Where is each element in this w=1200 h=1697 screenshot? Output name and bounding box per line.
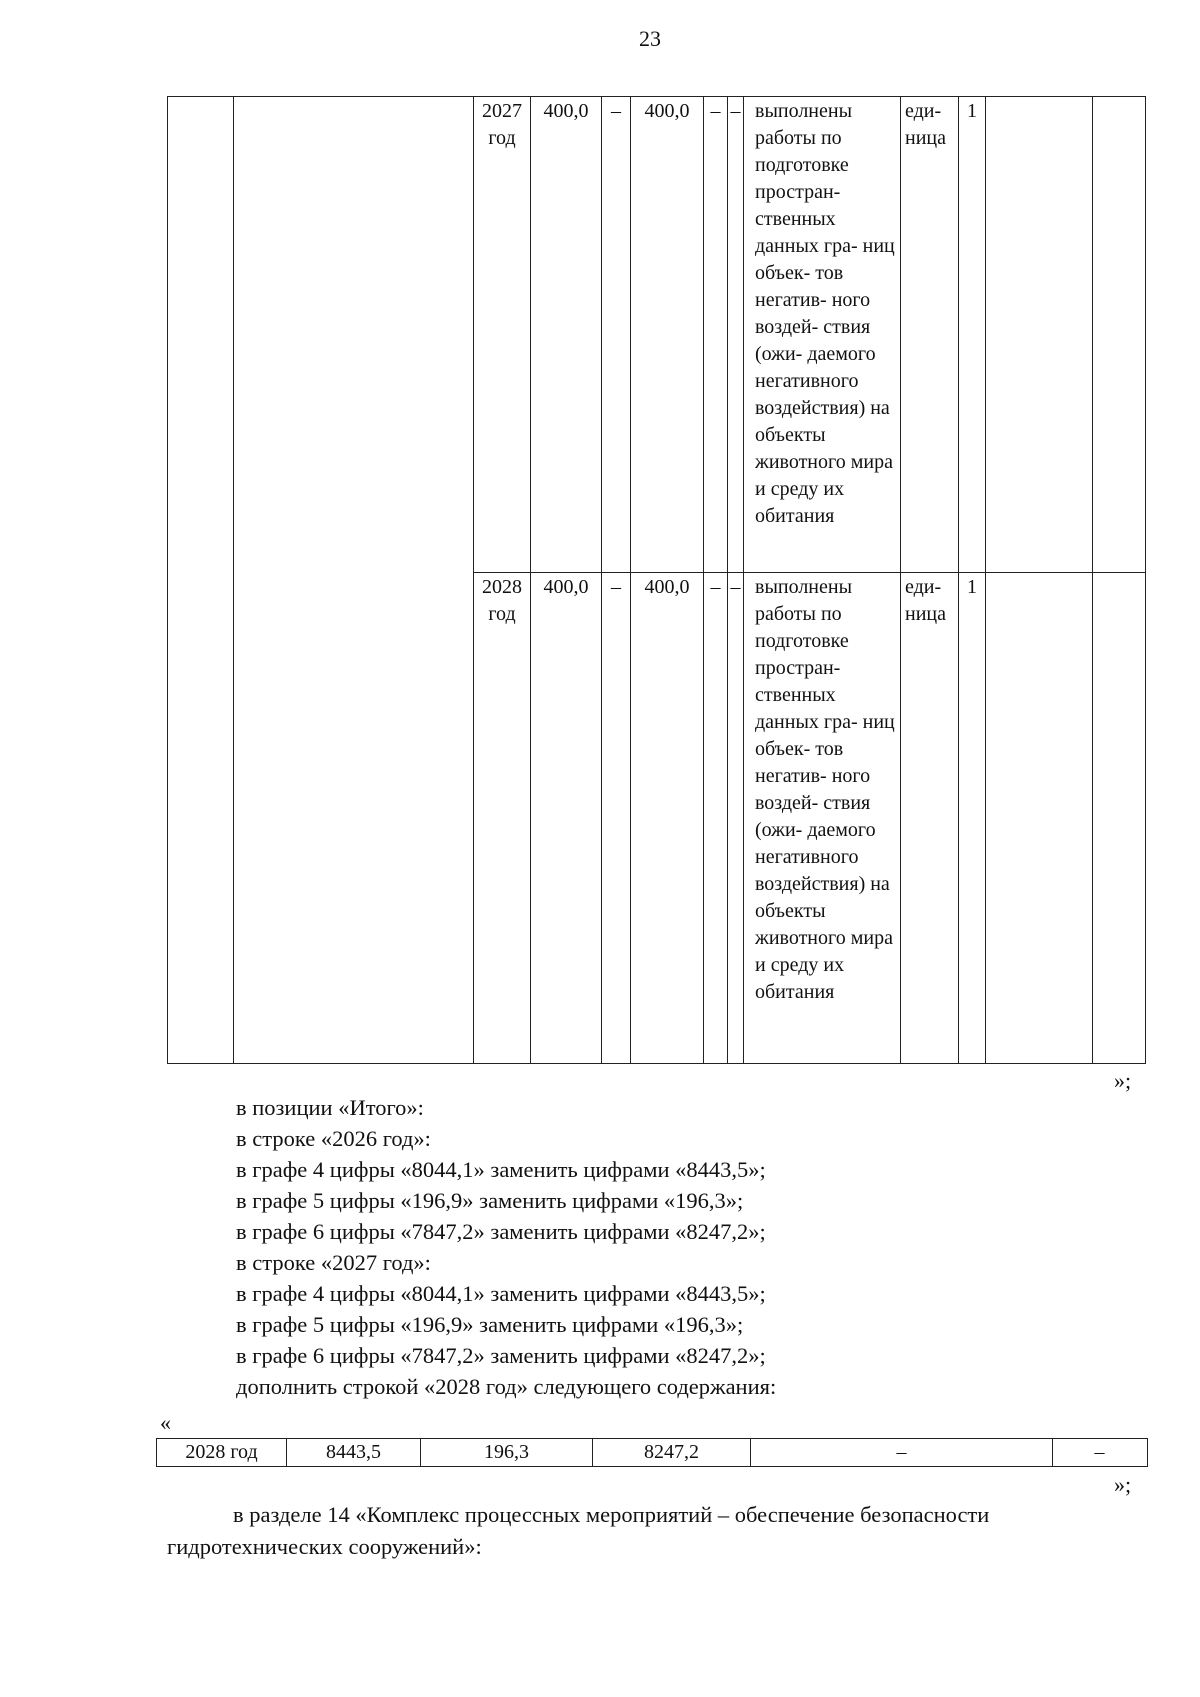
dash-cell: –	[730, 100, 741, 122]
instruction-line: в строке «2026 год»:	[236, 1126, 431, 1151]
unit-cell: еди- ница	[905, 576, 946, 625]
instruction-line: в графе 4 цифры «8044,1» заменить цифрами «8443,5»;	[236, 1281, 766, 1306]
column-line	[1092, 96, 1093, 1064]
value-cell: 1	[967, 100, 977, 122]
new-row-col6: –	[1094, 1441, 1105, 1463]
dash-cell: –	[611, 576, 621, 598]
dash-cell: –	[710, 576, 721, 598]
open-quote: «	[160, 1410, 171, 1435]
program-table	[167, 96, 1146, 1064]
value-cell: 1	[967, 576, 977, 598]
table-border-top	[167, 96, 1146, 97]
new-row-table	[156, 1438, 1148, 1467]
unit-cell: еди- ница	[905, 100, 946, 149]
column-line	[900, 96, 901, 1064]
column-line	[233, 96, 234, 1064]
closing-quote: »;	[1114, 1068, 1132, 1093]
year-cell: 2028 год	[482, 576, 522, 625]
instruction-line: в строке «2027 год»:	[236, 1250, 431, 1275]
new-row-total: 8443,5	[287, 1439, 421, 1466]
instruction-line: в графе 5 цифры «196,9» заменить цифрами «196,3»;	[236, 1312, 744, 1337]
dash-cell: –	[710, 100, 721, 122]
row-divider	[473, 572, 1146, 573]
new-row-regional: 196,3	[421, 1439, 593, 1466]
table-border-right	[1145, 96, 1146, 1064]
result-cell: выполнены работы по подготовке простран- ственных данных гра- ниц объек- тов негатив- ного воздей- ствия (ожи- даемого негативного воздействия) на объекты животного мира и среду их обитания	[755, 576, 895, 1003]
instruction-line: в графе 4 цифры «8044,1» заменить цифрами «8443,5»;	[236, 1157, 766, 1182]
table-border-bottom	[167, 1063, 1146, 1064]
dash-cell: –	[611, 100, 621, 122]
column-line	[743, 96, 744, 1064]
page-number: 23	[639, 26, 661, 51]
dash-cell: –	[730, 576, 741, 598]
new-row-federal: 8247,2	[593, 1439, 751, 1466]
closing-quote: »;	[1114, 1472, 1132, 1497]
instruction-line: в графе 6 цифры «7847,2» заменить цифрами «8247,2»;	[236, 1343, 766, 1368]
column-line	[985, 96, 986, 1064]
result-cell: выполнены работы по подготовке простран- ственных данных гра- ниц объек- тов негатив- ного воздей- ствия (ожи- даемого негативного воздействия) на объекты животного мира и среду их обитания	[755, 100, 895, 527]
section-paragraph: в разделе 14 «Комплекс процессных мероприятий – обеспечение безопасности гидротехнических сооружений»:	[167, 1502, 990, 1559]
year-cell: 2027 год	[482, 100, 522, 149]
amount-cell: 400,0	[644, 100, 690, 122]
new-row-col5: –	[751, 1439, 1053, 1466]
total-cell: 400,0	[543, 576, 589, 598]
new-row-year: 2028 год	[157, 1439, 287, 1466]
instruction-line: в графе 5 цифры «196,9» заменить цифрами «196,3»;	[236, 1188, 744, 1213]
table-border-left	[167, 96, 168, 1064]
instruction-line: в графе 6 цифры «7847,2» заменить цифрами «8247,2»;	[236, 1219, 766, 1244]
total-cell: 400,0	[543, 100, 589, 122]
amount-cell: 400,0	[644, 576, 690, 598]
instruction-line: дополнить строкой «2028 год» следующего содержания:	[236, 1374, 777, 1399]
instruction-line: в позиции «Итого»:	[236, 1095, 424, 1120]
